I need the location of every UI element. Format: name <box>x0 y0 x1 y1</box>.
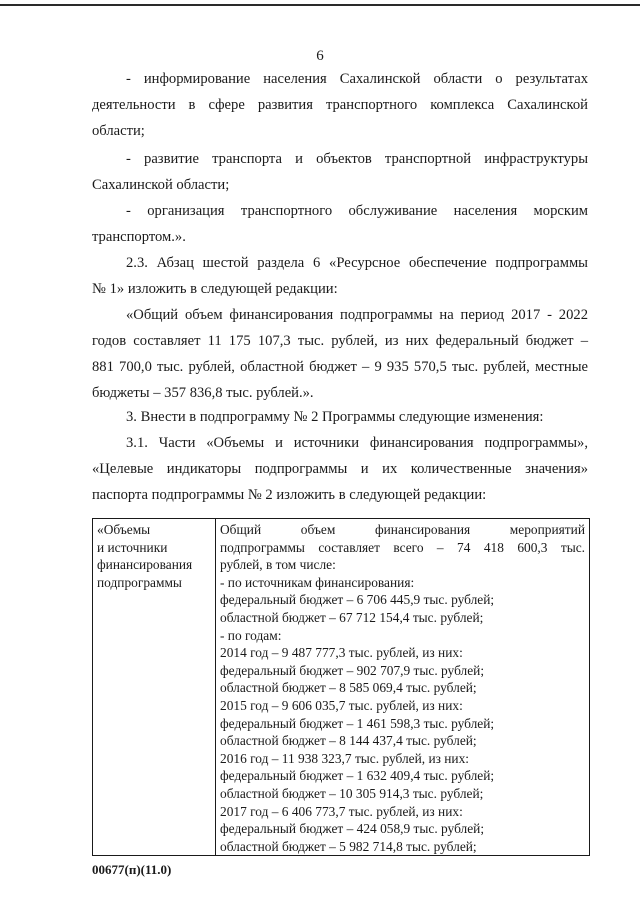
value-line: областной бюджет – 5 982 714,8 тыс. рублей; <box>220 838 477 854</box>
section-line: 3. Внести в подпрограмму № 2 Программы следующие изменения: <box>126 409 544 425</box>
value-line: подпрограммы составляет всего – 74 418 600,3 тыс. <box>220 539 585 555</box>
value-line: 2015 год – 9 606 035,7 тыс. рублей, из них: <box>220 697 463 713</box>
value-line: 2014 год – 9 487 777,3 тыс. рублей, из них: <box>220 645 463 661</box>
section-3 <box>92 404 588 430</box>
list-item-line: - развитие транспорта и объектов транспортной инфраструктуры <box>126 151 588 167</box>
value-line: областной бюджет – 8 144 437,4 тыс. рублей; <box>220 733 477 749</box>
list-item-sea-transport <box>92 198 588 250</box>
value-line: федеральный бюджет – 1 632 409,4 тыс. рублей; <box>220 768 495 784</box>
page-number: 6 <box>316 48 324 64</box>
section-2-3 <box>92 250 588 302</box>
funding-quote <box>92 302 588 406</box>
section-line: № 1» изложить в следующей редакции: <box>92 281 338 297</box>
value-line: - по источникам финансирования: <box>220 574 415 590</box>
list-item-line: - информирование населения Сахалинской области о результатах <box>126 71 588 87</box>
list-item-transport-development <box>92 146 588 198</box>
section-line: паспорта подпрограммы № 2 изложить в следующей редакции: <box>92 487 487 503</box>
list-item-line: деятельности в сфере развития транспортного комплекса Сахалинской <box>92 97 588 113</box>
label-line: и источники <box>97 539 168 555</box>
value-line: областной бюджет – 8 585 069,4 тыс. рублей; <box>220 680 477 696</box>
value-line: федеральный бюджет – 424 058,9 тыс. рублей; <box>220 821 485 837</box>
quote-line: 881 700,0 тыс. рублей, областной бюджет – 9 935 570,5 тыс. рублей, местные <box>92 359 588 375</box>
list-item-informing <box>92 66 588 144</box>
value-line: 2017 год – 6 406 773,7 тыс. рублей, из них: <box>220 803 463 819</box>
value-line: - по годам: <box>220 627 282 643</box>
value-line: федеральный бюджет – 1 461 598,3 тыс. рублей; <box>220 715 495 731</box>
label-line: подпрограммы <box>97 574 182 590</box>
value-line: областной бюджет – 67 712 154,4 тыс. рублей; <box>220 609 484 625</box>
label-line: финансирования <box>97 557 193 573</box>
passport-table <box>92 518 590 856</box>
document-code: 00677(п)(11.0) <box>92 862 172 877</box>
table-row <box>93 519 590 856</box>
value-line: Общий объем финансирования мероприятий <box>220 522 585 537</box>
value-line: федеральный бюджет – 902 707,9 тыс. рублей; <box>220 662 485 678</box>
list-item-line: транспортом.». <box>92 229 186 245</box>
section-line: 2.3. Абзац шестой раздела 6 «Ресурсное обеспечение подпрограммы <box>126 255 588 271</box>
table-cell-label <box>93 519 216 856</box>
quote-line: годов составляет 11 175 107,3 тыс. рублей, из них федеральный бюджет – <box>92 333 588 349</box>
quote-line: «Общий объем финансирования подпрограммы на период 2017 - 2022 <box>126 307 588 323</box>
section-line: «Целевые индикаторы подпрограммы и их количественные значения» <box>92 461 588 477</box>
section-3-1 <box>92 430 588 508</box>
value-line: рублей, в том числе: <box>220 557 336 573</box>
list-item-line: Сахалинской области; <box>92 177 230 193</box>
label-line: «Объемы <box>97 522 151 537</box>
value-line: областной бюджет – 10 305 914,3 тыс. рублей; <box>220 785 484 801</box>
value-line: 2016 год – 11 938 323,7 тыс. рублей, из них: <box>220 750 469 766</box>
value-line: федеральный бюджет – 6 706 445,9 тыс. рублей; <box>220 592 495 608</box>
page-top-rule <box>0 4 640 6</box>
table-cell-value <box>216 519 590 856</box>
list-item-line: - организация транспортного обслуживание населения морским <box>126 203 588 219</box>
section-line: 3.1. Части «Объемы и источники финансирования подпрограммы», <box>126 435 588 451</box>
list-item-line: области; <box>92 123 145 139</box>
quote-line: бюджеты – 357 836,8 тыс. рублей.». <box>92 385 314 401</box>
